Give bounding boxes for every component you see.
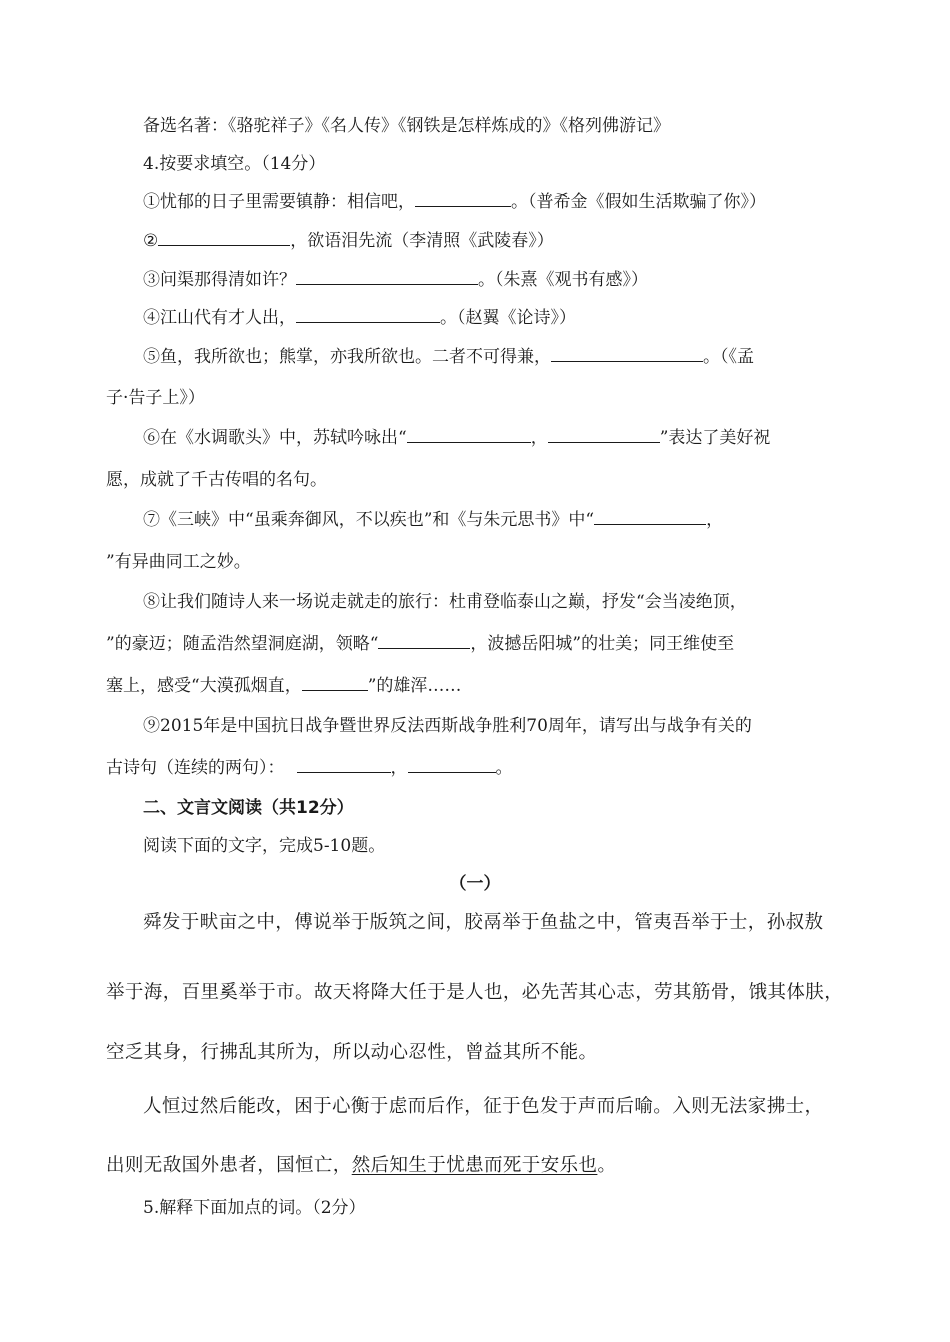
books-line: 备选名著：《骆驼祥子》《名人传》《钢铁是怎样炼成的》《格列佛游记》 [143,116,670,136]
answer-blank[interactable] [378,632,470,649]
q4-item-3: ③问渠那得清如许？ 。（朱熹《观书有感》） [143,270,648,290]
q4-item-9-line-1: ⑨2015年是中国抗日战争暨世界反法西斯战争胜利70周年，请写出与战争有关的 [143,716,752,736]
q4-item-7-cont: ”有异曲同工之妙。 [106,552,251,572]
section-2-title: 二、文言文阅读（共12分） [143,798,354,818]
q4-item-4: ④江山代有才人出， 。（赵翼《论诗》） [143,308,576,328]
q4-item-5-cont: 子·告子上》） [106,388,205,408]
classical-text-p2-line-1: 人恒过然后能改，困于心衡于虑而后作，征于色发于声而后喻。入则无法家拂士， [143,1096,824,1117]
part-label: （一） [449,874,501,894]
answer-blank[interactable] [408,756,496,773]
answer-blank[interactable] [548,426,660,443]
answer-blank[interactable] [296,268,478,285]
underlined-sentence: 然后知生于忧患而死于安乐也 [351,1155,598,1176]
q4-item-6: ⑥在《水调歌头》中，苏轼吟咏出“ ， ”表达了美好祝 [143,428,771,448]
question-4-title: 4.按要求填空。（14分） [143,154,326,174]
q4-item-1: ①忧郁的日子里需要镇静：相信吧， 。（普希金《假如生活欺骗了你》） [143,192,766,212]
q4-item-8-line-3: 塞上，感受“大漠孤烟直， ”的雄浑…… [106,676,462,696]
question-5-title: 5.解释下面加点的词。（2分） [143,1198,366,1218]
answer-blank[interactable] [158,229,290,246]
q4-item-9-line-2: 古诗句（连续的两句）： ， 。 [106,758,513,778]
classical-text-p1-line-1: 舜发于畎亩之中，傅说举于版筑之间，胶鬲举于鱼盐之中，管夷吾举于士，孙叔敖 [143,912,824,933]
classical-text-p2-line-2: 出则无敌国外患者，国恒亡，然后知生于忧患而死于安乐也。 [106,1155,617,1176]
q4-item-8-line-2: ”的豪迈；随孟浩然望洞庭湖，领略“ ，波撼岳阳城”的壮美；同王维使至 [106,634,735,654]
answer-blank[interactable] [551,345,703,362]
classical-text-p1-line-2: 举于海，百里奚举于市。故天将降大任于是人也，必先苦其心志，劳其筋骨，饿其体肤， [106,982,844,1003]
answer-blank[interactable] [302,674,368,691]
section-2-instruction: 阅读下面的文字，完成5-10题。 [143,836,386,856]
q4-item-2: ② ，欲语泪先流（李清照《武陵春》） [143,231,554,251]
answer-blank[interactable] [415,190,511,207]
answer-blank[interactable] [297,756,391,773]
answer-blank[interactable] [296,306,440,323]
answer-blank[interactable] [407,426,531,443]
answer-blank[interactable] [594,508,706,525]
classical-text-p1-line-3: 空乏其身，行拂乱其所为，所以动心忍性，曾益其所不能。 [106,1042,598,1063]
q4-item-6-cont: 愿，成就了千古传唱的名句。 [106,470,327,490]
q4-item-7: ⑦《三峡》中“虽乘奔御风，不以疾也”和《与朱元思书》中“ ， [143,510,724,530]
q4-item-5: ⑤鱼，我所欲也；熊掌，亦我所欲也。二者不可得兼， 。（《孟 [143,347,754,367]
q4-item-8-line-1: ⑧让我们随诗人来一场说走就走的旅行：杜甫登临泰山之巅，抒发“会当凌绝顶， [143,592,747,612]
